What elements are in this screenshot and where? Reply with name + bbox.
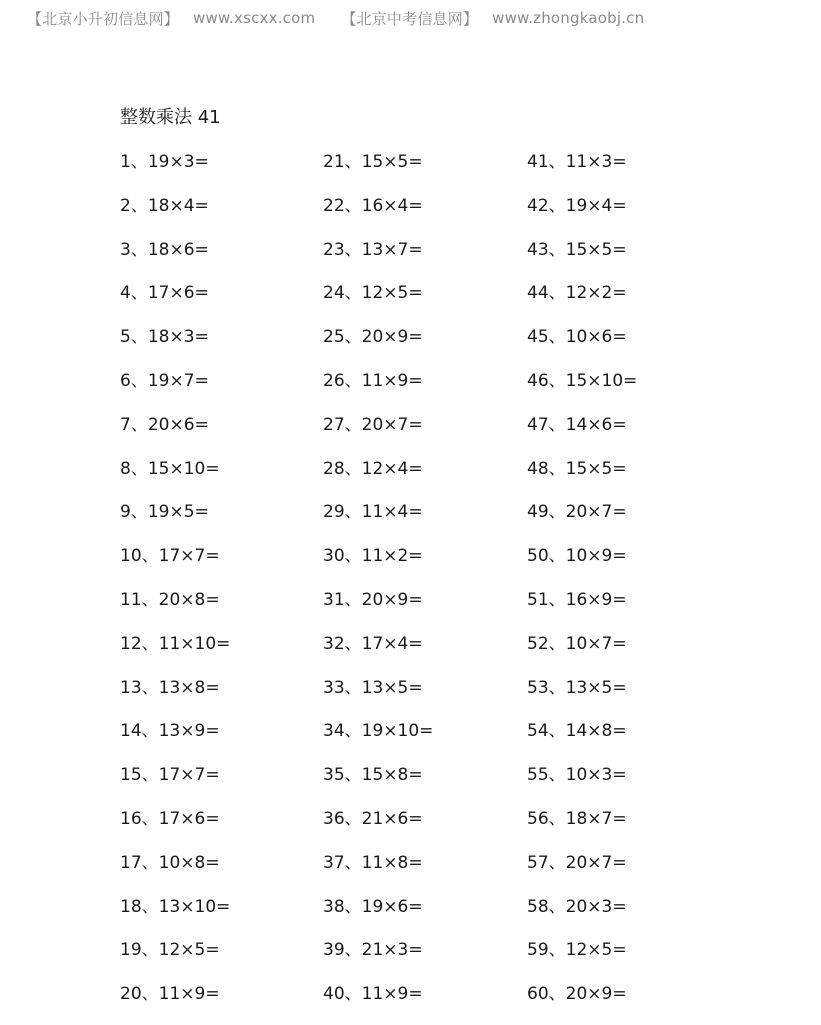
problem-item: 21、15×5=: [323, 152, 423, 172]
problem-column-3: [527, 148, 637, 1024]
problem-item: 32、17×4=: [323, 633, 423, 654]
problem-item: 16、17×6=: [120, 808, 220, 829]
problem-item: 10、17×7=: [120, 546, 220, 567]
problem-item: 14、13×9=: [120, 721, 220, 742]
problem-item: 42、19×4=: [527, 195, 627, 216]
worksheet-title: 整数乘法 41: [120, 107, 221, 128]
problem-item: 53、13×5=: [527, 677, 627, 698]
problem-item: 18、13×10=: [120, 896, 231, 917]
problem-item: 41、11×3=: [527, 152, 627, 172]
site1-name: 【北京小升初信息网】: [27, 9, 180, 28]
problem-item: 25、20×9=: [323, 327, 423, 348]
problem-item: 39、21×3=: [323, 940, 423, 961]
problem-item: 57、20×7=: [527, 852, 627, 873]
problem-item: 7、20×6=: [120, 414, 209, 435]
problem-item: 31、20×9=: [323, 589, 423, 610]
problem-item: 8、15×10=: [120, 458, 220, 479]
problem-item: 17、10×8=: [120, 852, 220, 873]
problem-item: 49、20×7=: [527, 502, 627, 523]
problem-item: 30、11×2=: [323, 546, 423, 567]
site-header: [27, 7, 644, 29]
problem-item: 60、20×9=: [527, 984, 627, 1005]
problem-item: 40、11×9=: [323, 984, 423, 1005]
problem-item: 54、14×8=: [527, 721, 627, 742]
problem-item: 3、18×6=: [120, 239, 209, 260]
problem-item: 52、10×7=: [527, 633, 627, 654]
problem-item: 20、11×9=: [120, 984, 220, 1005]
problem-item: 34、19×10=: [323, 721, 434, 742]
problem-item: 28、12×4=: [323, 458, 423, 479]
problem-grid: [120, 148, 720, 1018]
problem-item: 12、11×10=: [120, 633, 231, 654]
problem-item: 11、20×8=: [120, 589, 220, 610]
problem-item: 9、19×5=: [120, 502, 209, 523]
problem-item: 5、18×3=: [120, 327, 209, 348]
problem-item: 27、20×7=: [323, 414, 423, 435]
site2-url[interactable]: www.zhongkaobj.cn: [492, 9, 645, 27]
problem-item: 46、15×10=: [527, 370, 638, 391]
problem-item: 29、11×4=: [323, 502, 423, 523]
problem-item: 15、17×7=: [120, 765, 220, 786]
problem-item: 50、10×9=: [527, 546, 627, 567]
problem-item: 6、19×7=: [120, 370, 209, 391]
site1-url[interactable]: www.xscxx.com: [193, 9, 316, 27]
problem-item: 26、11×9=: [323, 370, 423, 391]
problem-item: 43、15×5=: [527, 239, 627, 260]
problem-item: 1、19×3=: [120, 152, 209, 172]
problem-item: 56、18×7=: [527, 808, 627, 829]
problem-item: 47、14×6=: [527, 414, 627, 435]
problem-item: 4、17×6=: [120, 283, 209, 304]
problem-item: 35、15×8=: [323, 765, 423, 786]
problem-item: 38、19×6=: [323, 896, 423, 917]
problem-item: 2、18×4=: [120, 195, 209, 216]
problem-item: 24、12×5=: [323, 283, 423, 304]
problem-column-2: [323, 148, 433, 1024]
problem-item: 58、20×3=: [527, 896, 627, 917]
problem-item: 13、13×8=: [120, 677, 220, 698]
problem-item: 44、12×2=: [527, 283, 627, 304]
problem-item: 45、10×6=: [527, 327, 627, 348]
problem-item: 48、15×5=: [527, 458, 627, 479]
site2-name: 【北京中考信息网】: [341, 9, 479, 28]
problem-item: 23、13×7=: [323, 239, 423, 260]
problem-item: 36、21×6=: [323, 808, 423, 829]
problem-item: 33、13×5=: [323, 677, 423, 698]
problem-item: 22、16×4=: [323, 195, 423, 216]
problem-item: 55、10×3=: [527, 765, 627, 786]
problem-item: 37、11×8=: [323, 852, 423, 873]
problem-item: 19、12×5=: [120, 940, 220, 961]
problem-item: 51、16×9=: [527, 589, 627, 610]
problem-item: 59、12×5=: [527, 940, 627, 961]
problem-column-1: [120, 148, 230, 1024]
